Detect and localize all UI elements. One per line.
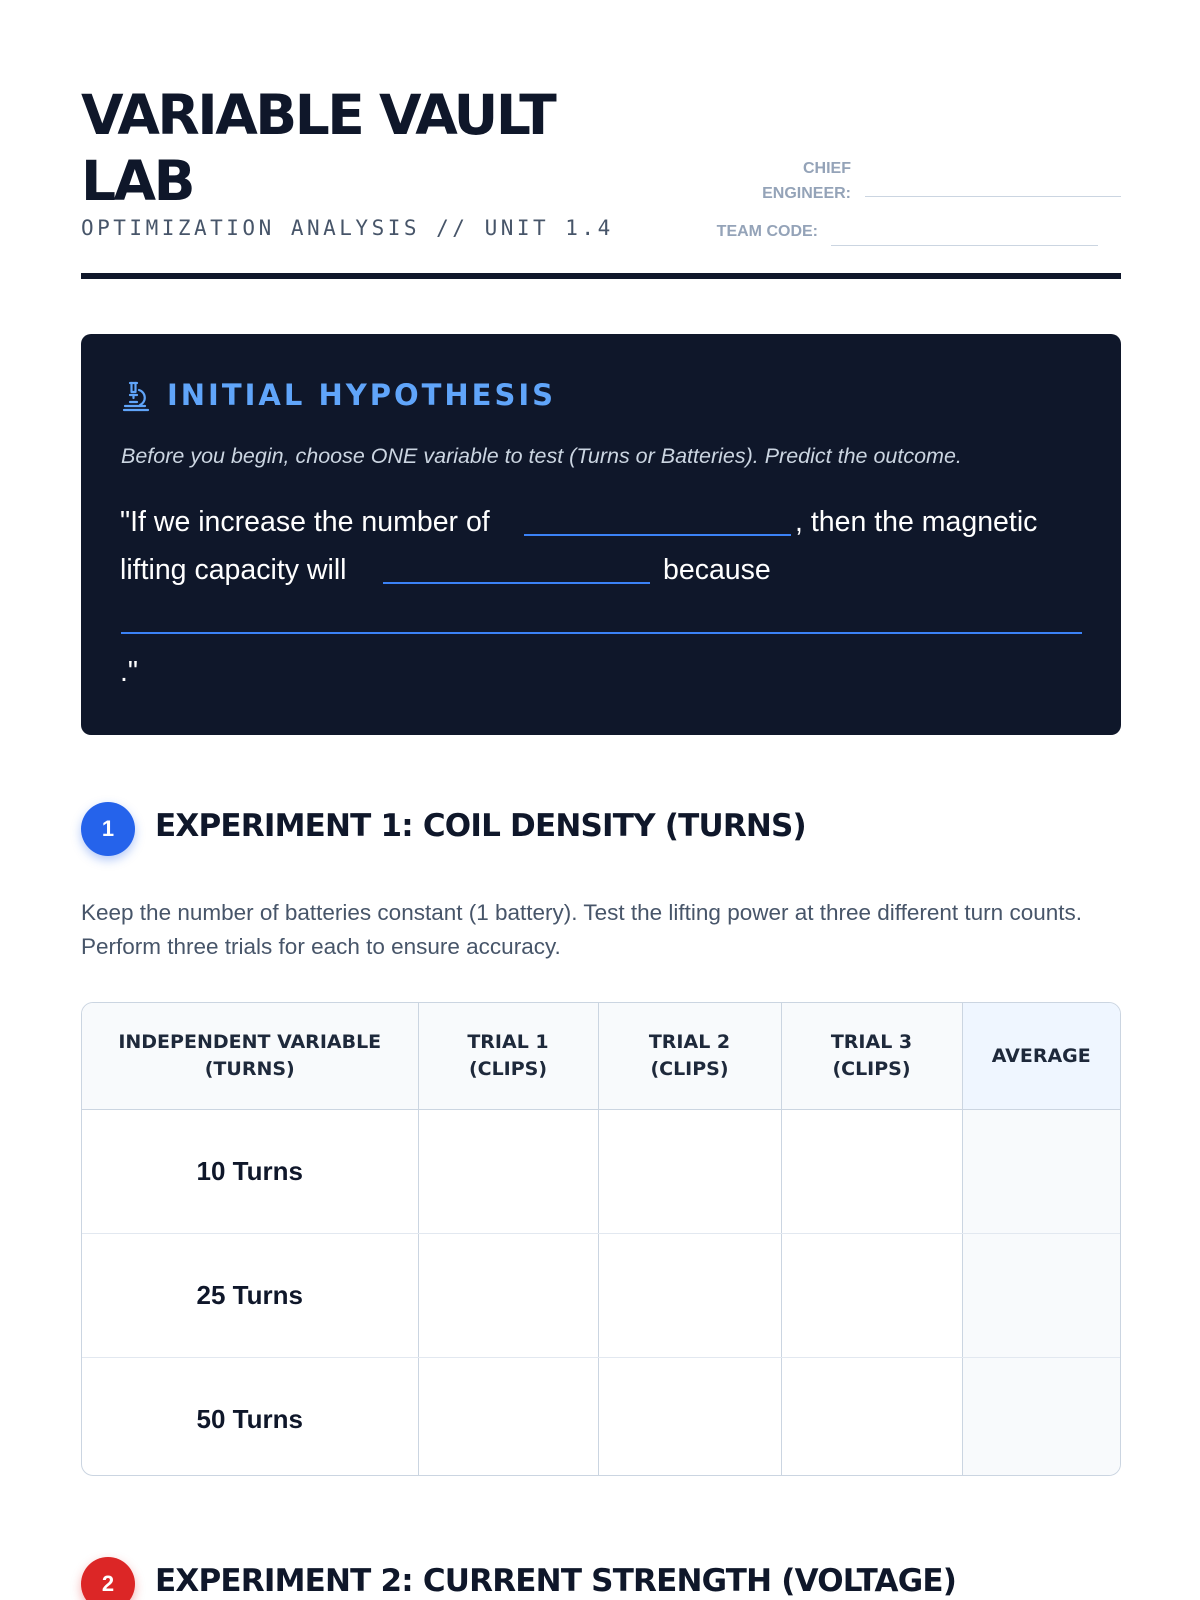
trial-3-cell[interactable] — [781, 1234, 962, 1358]
row-label: 50 Turns — [82, 1358, 418, 1477]
chief-engineer-field[interactable] — [865, 196, 1121, 197]
trial-2-cell[interactable] — [598, 1358, 781, 1477]
hypothesis-text-part-2: , then the magnetic — [795, 506, 1038, 538]
table-row — [82, 1110, 1120, 1234]
experiment-1-table — [81, 1002, 1121, 1476]
page-subtitle: OPTIMIZATION ANALYSIS // UNIT 1.4 — [81, 216, 614, 240]
microscope-icon — [121, 380, 151, 412]
hypothesis-blank-variable[interactable] — [524, 534, 791, 536]
hypothesis-instruction: Before you begin, choose ONE variable to test (Turns or Batteries). Predict the outcome. — [121, 444, 962, 468]
trial-1-cell[interactable] — [418, 1234, 598, 1358]
hypothesis-title: INITIAL HYPOTHESIS — [167, 378, 557, 412]
chief-engineer-label-line1: CHIEF — [803, 160, 851, 177]
team-code-field[interactable] — [831, 245, 1098, 246]
header-average: AVERAGE — [962, 1003, 1120, 1110]
trial-2-cell[interactable] — [598, 1234, 781, 1358]
page-title: VARIABLE VAULT LAB — [81, 83, 555, 213]
experiment-2-badge: 2 — [81, 1557, 135, 1600]
trial-3-cell[interactable] — [781, 1358, 962, 1477]
header-independent-variable: INDEPENDENT VARIABLE (TURNS) — [82, 1003, 418, 1110]
experiment-1-title: EXPERIMENT 1: COIL DENSITY (TURNS) — [155, 808, 806, 844]
row-label: 10 Turns — [82, 1110, 418, 1234]
team-code-label: TEAM CODE: — [716, 223, 818, 240]
average-cell[interactable] — [962, 1110, 1120, 1234]
experiment-1-badge: 1 — [81, 802, 135, 856]
hypothesis-panel — [81, 334, 1121, 735]
table-row — [82, 1358, 1120, 1477]
trial-3-cell[interactable] — [781, 1110, 962, 1234]
trial-1-cell[interactable] — [418, 1110, 598, 1234]
header-trial-1: TRIAL 1 (CLIPS) — [418, 1003, 598, 1110]
experiment-1-description: Keep the number of batteries constant (1 battery). Test the lifting power at three different turn counts. Perform three trials for each to ensure accuracy. — [81, 900, 1082, 959]
hypothesis-blank-outcome[interactable] — [383, 582, 650, 584]
hypothesis-text-part-1: "If we increase the number of — [120, 506, 490, 538]
table-row — [82, 1234, 1120, 1358]
header-trial-3: TRIAL 3 (CLIPS) — [781, 1003, 962, 1110]
row-label: 25 Turns — [82, 1234, 418, 1358]
table-header-row — [82, 1003, 1120, 1110]
chief-engineer-label — [720, 156, 851, 206]
average-cell[interactable] — [962, 1234, 1120, 1358]
hypothesis-text-part-3: lifting capacity will — [120, 554, 347, 586]
hypothesis-blank-reason[interactable] — [121, 632, 1082, 634]
chief-engineer-label-line2: ENGINEER: — [762, 185, 851, 202]
trial-1-cell[interactable] — [418, 1358, 598, 1477]
hypothesis-text-part-4: because — [663, 554, 771, 586]
header-divider — [81, 273, 1121, 279]
experiment-2-title: EXPERIMENT 2: CURRENT STRENGTH (VOLTAGE) — [155, 1563, 957, 1599]
average-cell[interactable] — [962, 1358, 1120, 1477]
hypothesis-text-part-5: ." — [120, 656, 139, 688]
trial-2-cell[interactable] — [598, 1110, 781, 1234]
header-trial-2: TRIAL 2 (CLIPS) — [598, 1003, 781, 1110]
